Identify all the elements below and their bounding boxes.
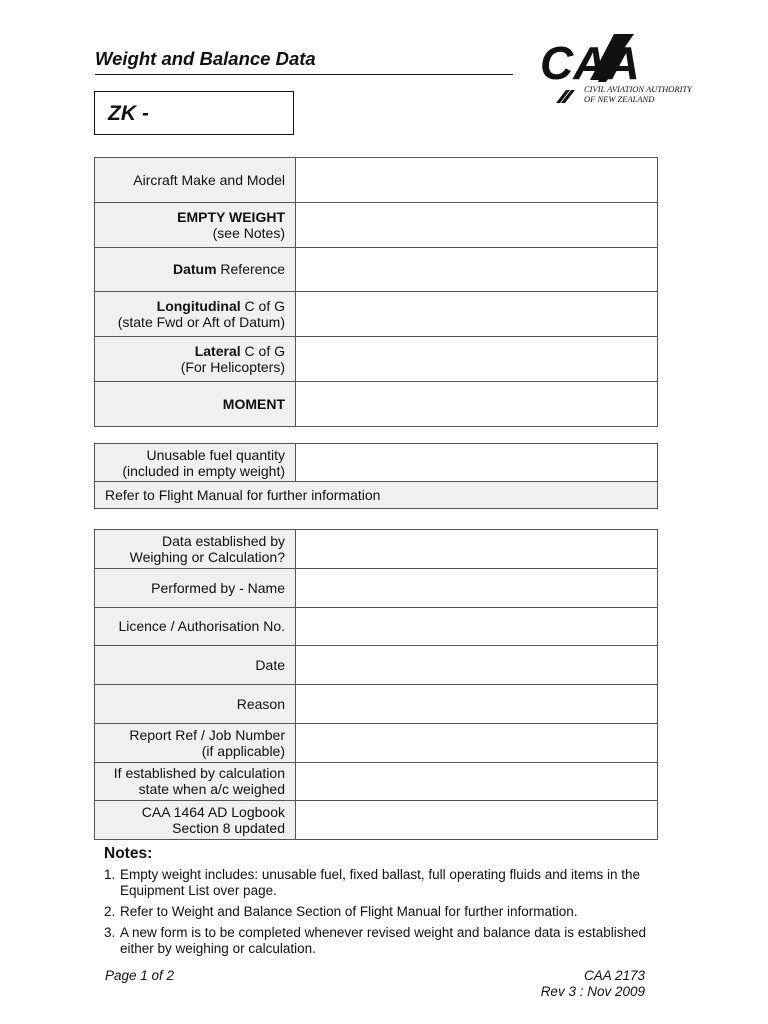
field-datum[interactable] bbox=[296, 247, 658, 292]
note-item: 1. Empty weight includes: unusable fuel, fixed ballast, full operating fluids and items in the Equipment List over page. bbox=[104, 867, 641, 898]
field-date[interactable] bbox=[296, 646, 658, 685]
document-title: Weight and Balance Data bbox=[95, 48, 513, 75]
field-reason[interactable] bbox=[296, 685, 658, 724]
label-lateral-cg: Lateral C of G (For Helicopters) bbox=[95, 337, 296, 382]
flight-manual-note: Refer to Flight Manual for further information bbox=[95, 482, 658, 509]
field-calculation-state[interactable] bbox=[296, 762, 658, 801]
caa-logo bbox=[540, 30, 710, 104]
table-row bbox=[95, 337, 658, 382]
table-row bbox=[95, 202, 658, 247]
label-ad-logbook: CAA 1464 AD Logbook Section 8 updated bbox=[95, 801, 296, 840]
label-performed-by: Performed by - Name bbox=[95, 568, 296, 607]
logo-line2: OF NEW ZEALAND bbox=[584, 94, 655, 104]
field-make-model[interactable] bbox=[296, 158, 658, 203]
label-licence-no: Licence / Authorisation No. bbox=[95, 607, 296, 646]
table-row bbox=[95, 292, 658, 337]
note-item: 3. A new form is to be completed whenever revised weight and balance data is established either by weighing or calculation. bbox=[104, 925, 647, 956]
notes-list bbox=[104, 867, 664, 962]
label-date: Date bbox=[95, 646, 296, 685]
notes-heading: Notes: bbox=[104, 845, 153, 862]
field-longitudinal-cg[interactable] bbox=[296, 292, 658, 337]
field-performed-by[interactable] bbox=[296, 568, 658, 607]
field-lateral-cg[interactable] bbox=[296, 337, 658, 382]
note-item: 2. Refer to Weight and Balance Section of Flight Manual for further information. bbox=[104, 904, 578, 919]
unusable-fuel-table bbox=[94, 443, 658, 509]
table-row bbox=[95, 685, 658, 724]
form-number: CAA 2173 bbox=[583, 968, 645, 983]
field-moment[interactable] bbox=[296, 381, 658, 426]
field-licence-no[interactable] bbox=[296, 607, 658, 646]
table-row bbox=[95, 158, 658, 203]
label-longitudinal-cg: Longitudinal C of G (state Fwd or Aft of Datum) bbox=[95, 292, 296, 337]
table-row bbox=[95, 646, 658, 685]
field-empty-weight[interactable] bbox=[296, 202, 658, 247]
label-make-model: Aircraft Make and Model bbox=[95, 158, 296, 203]
field-report-ref[interactable] bbox=[296, 723, 658, 762]
revision: Rev 3 : Nov 2009 bbox=[540, 984, 645, 999]
label-unusable-fuel: Unusable fuel quantity (included in empty weight) bbox=[95, 444, 296, 482]
table-row bbox=[95, 801, 658, 840]
table-row bbox=[95, 482, 658, 509]
table-row bbox=[95, 568, 658, 607]
logo-line1: CIVIL AVIATION AUTHORITY bbox=[584, 84, 692, 94]
label-moment: MOMENT bbox=[95, 381, 296, 426]
table-row bbox=[95, 381, 658, 426]
registration-prefix: ZK - bbox=[108, 102, 149, 125]
aircraft-data-table bbox=[94, 157, 658, 427]
table-row bbox=[95, 762, 658, 801]
label-calculation-state: If established by calculation state when a/c weighed bbox=[95, 762, 296, 801]
table-row bbox=[95, 444, 658, 482]
label-datum: Datum Reference bbox=[95, 247, 296, 292]
form-reference bbox=[541, 968, 645, 1000]
table-row bbox=[95, 723, 658, 762]
field-unusable-fuel[interactable] bbox=[296, 444, 658, 482]
label-report-ref: Report Ref / Job Number (if applicable) bbox=[95, 723, 296, 762]
label-data-established: Data established by Weighing or Calculation? bbox=[95, 530, 296, 569]
caa-logo-graphic bbox=[540, 30, 710, 104]
label-empty-weight: EMPTY WEIGHT (see Notes) bbox=[95, 202, 296, 247]
table-row bbox=[95, 247, 658, 292]
label-reason: Reason bbox=[95, 685, 296, 724]
field-data-established[interactable] bbox=[296, 530, 658, 569]
table-row bbox=[95, 530, 658, 569]
data-source-table bbox=[94, 529, 658, 840]
logo-letters: CAA bbox=[540, 37, 640, 89]
field-ad-logbook[interactable] bbox=[296, 801, 658, 840]
page-number: Page 1 of 2 bbox=[105, 968, 175, 983]
registration-field[interactable] bbox=[94, 91, 294, 135]
table-row bbox=[95, 607, 658, 646]
